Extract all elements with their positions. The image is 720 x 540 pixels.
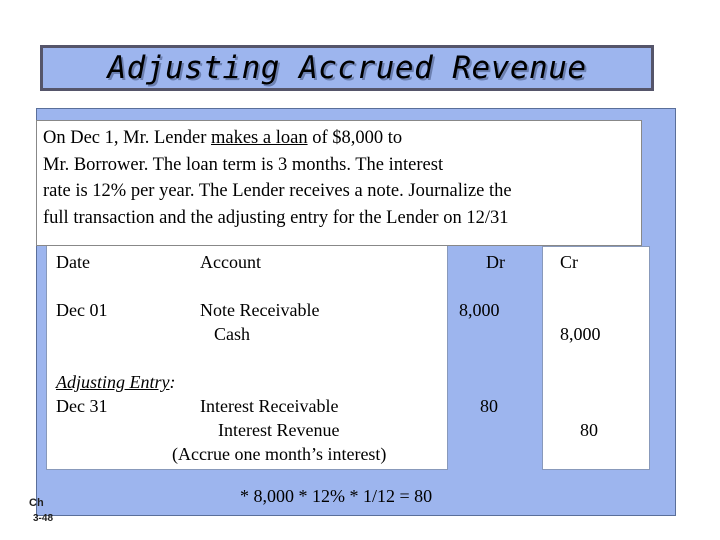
entry2-note: (Accrue one month’s interest) xyxy=(172,444,387,464)
entry1-dr-amount: 8,000 xyxy=(459,300,500,320)
problem-line-3: rate is 12% per year. The Lender receives a note. Journalize the xyxy=(43,181,512,201)
page-number: 3-48 xyxy=(33,513,54,524)
adjusting-entry-label xyxy=(56,372,176,393)
entry1-credit-account: Cash xyxy=(214,324,250,344)
entry2-debit-account: Interest Receivable xyxy=(200,396,339,416)
problem-line-2: Mr. Borrower. The loan term is 3 months. The interest xyxy=(43,154,444,175)
problem-statement xyxy=(36,120,642,246)
problem-line-1 xyxy=(43,125,635,152)
adjusting-entry-text: Adjusting Entry xyxy=(56,372,170,392)
slide-title: Adjusting Accrued Revenue xyxy=(107,50,587,86)
problem-underlined-phrase: makes a loan xyxy=(211,128,308,148)
problem-line-4: full transaction and the adjusting entry for the Lender on 12/31 xyxy=(43,207,509,228)
entry2-date: Dec 31 xyxy=(56,396,108,416)
entry1-cr-amount: 8,000 xyxy=(560,324,601,344)
entry1-debit-account: Note Receivable xyxy=(200,300,320,320)
chapter-label: Ch xyxy=(29,497,44,509)
adjusting-entry-colon: : xyxy=(169,372,176,392)
header-cr: Cr xyxy=(560,252,578,272)
title-bar xyxy=(40,45,654,91)
header-account: Account xyxy=(200,252,261,272)
header-dr: Dr xyxy=(486,252,505,272)
entry1-date: Dec 01 xyxy=(56,300,108,320)
entry2-dr-amount: 80 xyxy=(480,396,498,416)
header-date: Date xyxy=(56,252,90,272)
interest-calculation: * 8,000 * 12% * 1/12 = 80 xyxy=(240,486,433,506)
entry2-credit-account: Interest Revenue xyxy=(218,420,340,440)
entry2-cr-amount: 80 xyxy=(580,420,598,440)
problem-line-1-end: of $8,000 to xyxy=(307,128,403,148)
problem-line-1-start: On Dec 1, Mr. Lender xyxy=(43,128,211,148)
